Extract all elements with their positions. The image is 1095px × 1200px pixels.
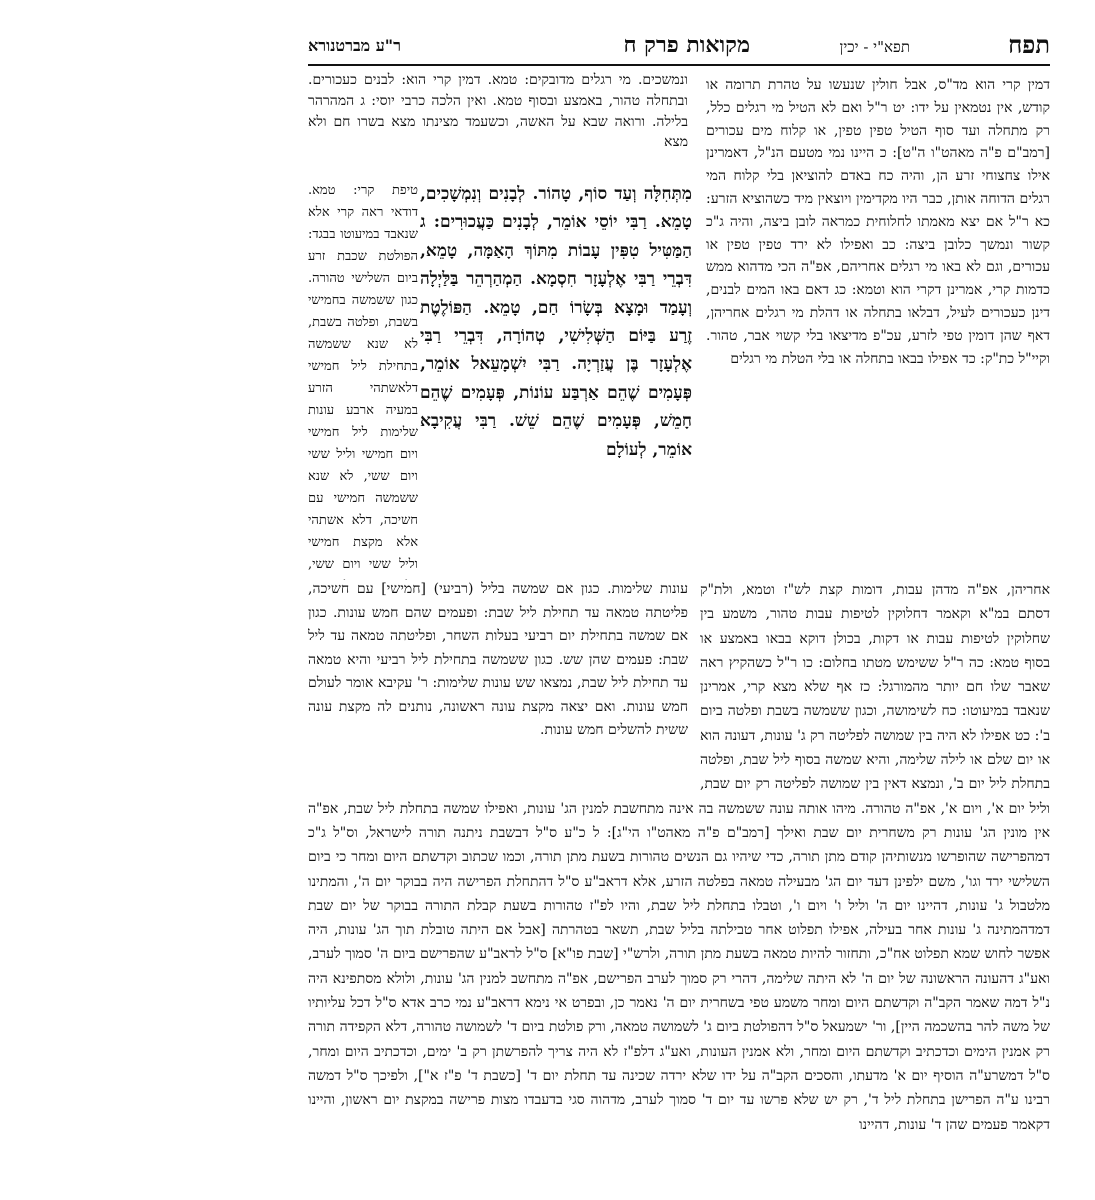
- commentary-left-lower: עונות שלימות. כגון אם שמשה בליל (רביעי) [חמישי] עם חשיכה, פליטתה טמאה עד תחילת ליל שבת: ופעמים שהם חמש עונות. כגון אם שמשה בתחילת יום רביעי בעלות השחר, ופליטתה טמאה עד ליל שבת: פעמים שהן שש. כגון ששמשה בתחילת ליל רביעי והיא טמאה עד תחילת ליל שבת, נמצאו שש עונות שלימות: ר' עקיבא אומר לעולם חמש עונות. ואם יצאה מקצת עונה ראשונה, נותנים לה מקצת עונה ששית להשלים חמש עונות.: [308, 581, 688, 738]
- running-head-range: תפא"י - יכין: [839, 38, 910, 56]
- layout-spacer: [308, 578, 700, 774]
- commentary-bottom: [308, 578, 1050, 1198]
- commentary-bottom-text: אחריהן, אפ"ה מדהן עבות, דומות קצת לש"ז וטמא, ולת"ק דסתם במ"א וקאמר דחלוקין לטיפות עבות טהור, משמע בין שחלוקין לטיפות עבות או דקות, בכולן דוקא בבאו באמצע או בסוף טמא: כה ר"ל ששימש מטתו בחלום: כו ר"ל כשהקיץ ראה שאבר שלו חם יותר מהמורגל: כז אף שלא מצא קרי, אמרינן שנאבד במיעוטו: כח לשימושה, וכגון ששמשה בשבת ופלטה ביום ב': כט אפילו לא היה בין שמושה לפליטה רק ג' עונות, דעונה הוא או יום שלם או לילה שלימה, והיא שמשה בסוף ליל שבת, ופלטה בתחלת ליל יום ב', ונמצא דאין בין שמושה לפליטה רק יום שבת, וליל יום א', ויום א', אפ"ה טהורה. מיהו אותה עונה ששמשה בה אינה מתחשבת למנין הג' עונות, ואפילו שמשה בתחלת ליל שבת, אפ"ה אין מונין הג' עונות רק משחרית יום שבת ואילך [רמב"ם פ"ה מאהט"ו הי"ג]: ל כ"ע ס"ל דבשבת ניתנה תורה לישראל, וס"ל ג"כ דמהפרישה שהופרשו מנשותיהן קודם מתן תורה, כדי שיהיו גם הנשים טהורות בשעת מתן תורה, וכמו שכתוב וקדשתם היום ומחר כי ביום השלישי ירד וגו', משם ילפינן דעד יום הג' מבעילה טמאה בפלטה הזרע, אלא דראב"ע ס"ל דהתחלת הפרישה היה בבוקר יום ה', והמתינו מלטבול ג' עונות, דהיינו יום ה' וליל ו' ויום ו', וטבלו בתחלת ליל שבת, והיו לפ"ז טהורות בשעת קבלת התורה בבוקר של יום שבת דמדהמתינה ג' עונות אחר בעילה, אפילו תפלוט אחר טבילתה בליל שבת, תשאר בטהרתה [אבל אם היתה טובלת תוך הג' עונות, היה אפשר לחוש שמא תפלוט אח"כ, ותחזור להיות טמאה בשעת מתן תורה, ולרש"י [שבת פו"א] ס"ל לראב"ע שהפרישם ביום ה' סמוך לערב, ואע"ג דהעונה הראשונה של יום ה' לא היתה שלימה, דהרי רק סמוך לערב הפרישם, אפ"ה מתחשב למנין הג' עונות, ולולא מסתפינא היה נ"ל דמה שאמר הקב"ה וקדשתם היום ומחר משמע טפי בשחרית יום ה' נאמר כן, ובפרט אי נימא דראב"ע נמי כרב אדא ס"ל דכל עליותיו של משה להר בהשכמה היין], ור' ישמעאל ס"ל דהפולטת ביום ג' לשמושה טמאה, ורק פולטת ביום ד' לשמושה טהורה, דלא הקפידה תורה רק אמנין הימים וכדכתיב וקדשתם היום ומחר, ולא אמנין העונות, ואע"ג דלפ"ז לא היה צריך להפרשתן רק ב' ימים, וכדכתיב היום ומחר, ס"ל דמשרע"ה הוסיף יום א' מדעתו, והסכים הקב"ה על ידו שלא ירדה שכינה עד תחלת יום ד' [כשבת ד' פ"ז א"], ולפיכך ס"ל דמשה רבינו ע"ה הפרישן בתחלת ליל ד', רק יש שלא פרשו עד יום ד' סמוך לערב, מדהוה סגי בדעבדו מצות פרישה במקצת יום ראשון, והיינו דקאמר פעמים שהן ד' עונות, דהיינו: [308, 582, 1050, 1133]
- mishna-text: מִתְּחִלָּה וְעַד סוֹף, טָהוֹר. לְבָנִים וְנִמְשָׁכִים, טָמֵא. רַבִּי יוֹסֵי אוֹמֵר, לְבָנִים כַּעֲכוּרִים: ג הַמַּטִּיל טִפִּין עָבוֹת מִתּוֹךְ הָאַמָּה, טָמֵא, דִּבְרֵי רַבִּי אֶלְעָזָר חִסְמָא. הַמְהַרְהֵר בַּלַּיְלָה וְעָמַד וּמָצָא בְּשָׂרוֹ חַם, טָמֵא. הַפּוֹלֶטֶת זֶרַע בַּיּוֹם הַשְּׁלִישִׁי, טְהוֹרָה, דִּבְרֵי רַבִּי אֶלְעָזָר בֶּן עֲזַרְיָה. רַבִּי יִשְׁמָעֵאל אוֹמֵר, פְּעָמִים שֶׁהֵם אַרְבַּע עוֹנוֹת, פְּעָמִים שֶׁהֵם חָמֵשׁ, פְּעָמִים שֶׁהֵם שֵׁשׁ. רַבִּי עֲקִיבָא אוֹמֵר, לְעוֹלָם: [420, 184, 692, 460]
- commentary-left-top: ונמשכים. מי רגלים מדובקים: טמא. דמין קרי הוא: לבנים כעכורים. ובתחלה טהור, באמצע ובסוף טמא. ואין הלכה כרבי יוסי: ג המהרהר בלילה. ורואה שבא על האשה, וכשעמד מצינתו מצא בשרו חם ולא מצא: [308, 72, 688, 151]
- side-commentary-title: ר"ע מברטנורא: [308, 36, 401, 55]
- commentary-right-column: דמין קרי הוא מד"ס, אבל חולין שנעשו על טהרת תרומה או קודש, אין נטמאין על ידו: יט ר"ל ואם לא הטיל מי רגלים כלל, רק מתחלה ועד סוף הטיל טפין טפין, או קלוח מים עכורים [רמב"ם פ"ה מאהט"ו ה"ט]: כ היינו נמי מטעם הנ"ל, דאמרינן אילו צחצוחי זרע הן, והיה כח באדם להוציאן בלי קלוח המי רגלים הדוחה אותן, כבר היו מקדימין ויוצאין מיד כשהוציא הזרע: כא ר"ל אם יצא מאמתו לחלוחית כמראה לובן ביצה, והיה ג"כ קשור ונמשך כלובן ביצה: כב ואפילו לא ירד טפין טפין או עכורים, וגם לא באו מי רגלים אחריהם, אפ"ה הכי מדהוא ממש כדמות קרי, אמרינן דקרי הוא וטמא: כג דאם באו המים לבנים, דינן כעכורים לעיל, דבלאו בתחלה או דהלת מי רגלים אחריהן, דאף שהן דומין טפי לזרע, עכ"פ מדיצאו בלי קשוי אבר, טהור. וקיי"ל כת"ק: כד אפילו בבאו בתחלה או בלי הטלת מי רגלים: [706, 77, 1050, 367]
- header-rule: [308, 64, 1050, 66]
- chapter-title: מקואות פרק ח: [623, 32, 750, 58]
- page-header: [308, 30, 1050, 62]
- commentary-left-middle: טיפת קרי: טמא. דודאי ראה קרי אלא שנאבד במיעוטו בבגד: הפולטת שכבת זרע ביום השלישי טהורה. כגון ששמשה בחמישי בשבת, ופלטה בשבת, לא שנא ששמשה בתחילת ליל חמישי דלאשתהי הזרע במעיה ארבע עונות שלימות ליל חמישי ויום חמישי וליל ששי ויום ששי, לא שנא ששמשה חמישי עם חשיכה, דלא אשתהי אלא מקצת חמישי וליל ששי ויום ששי,: [308, 183, 418, 572]
- page-number: תפח: [1008, 30, 1050, 59]
